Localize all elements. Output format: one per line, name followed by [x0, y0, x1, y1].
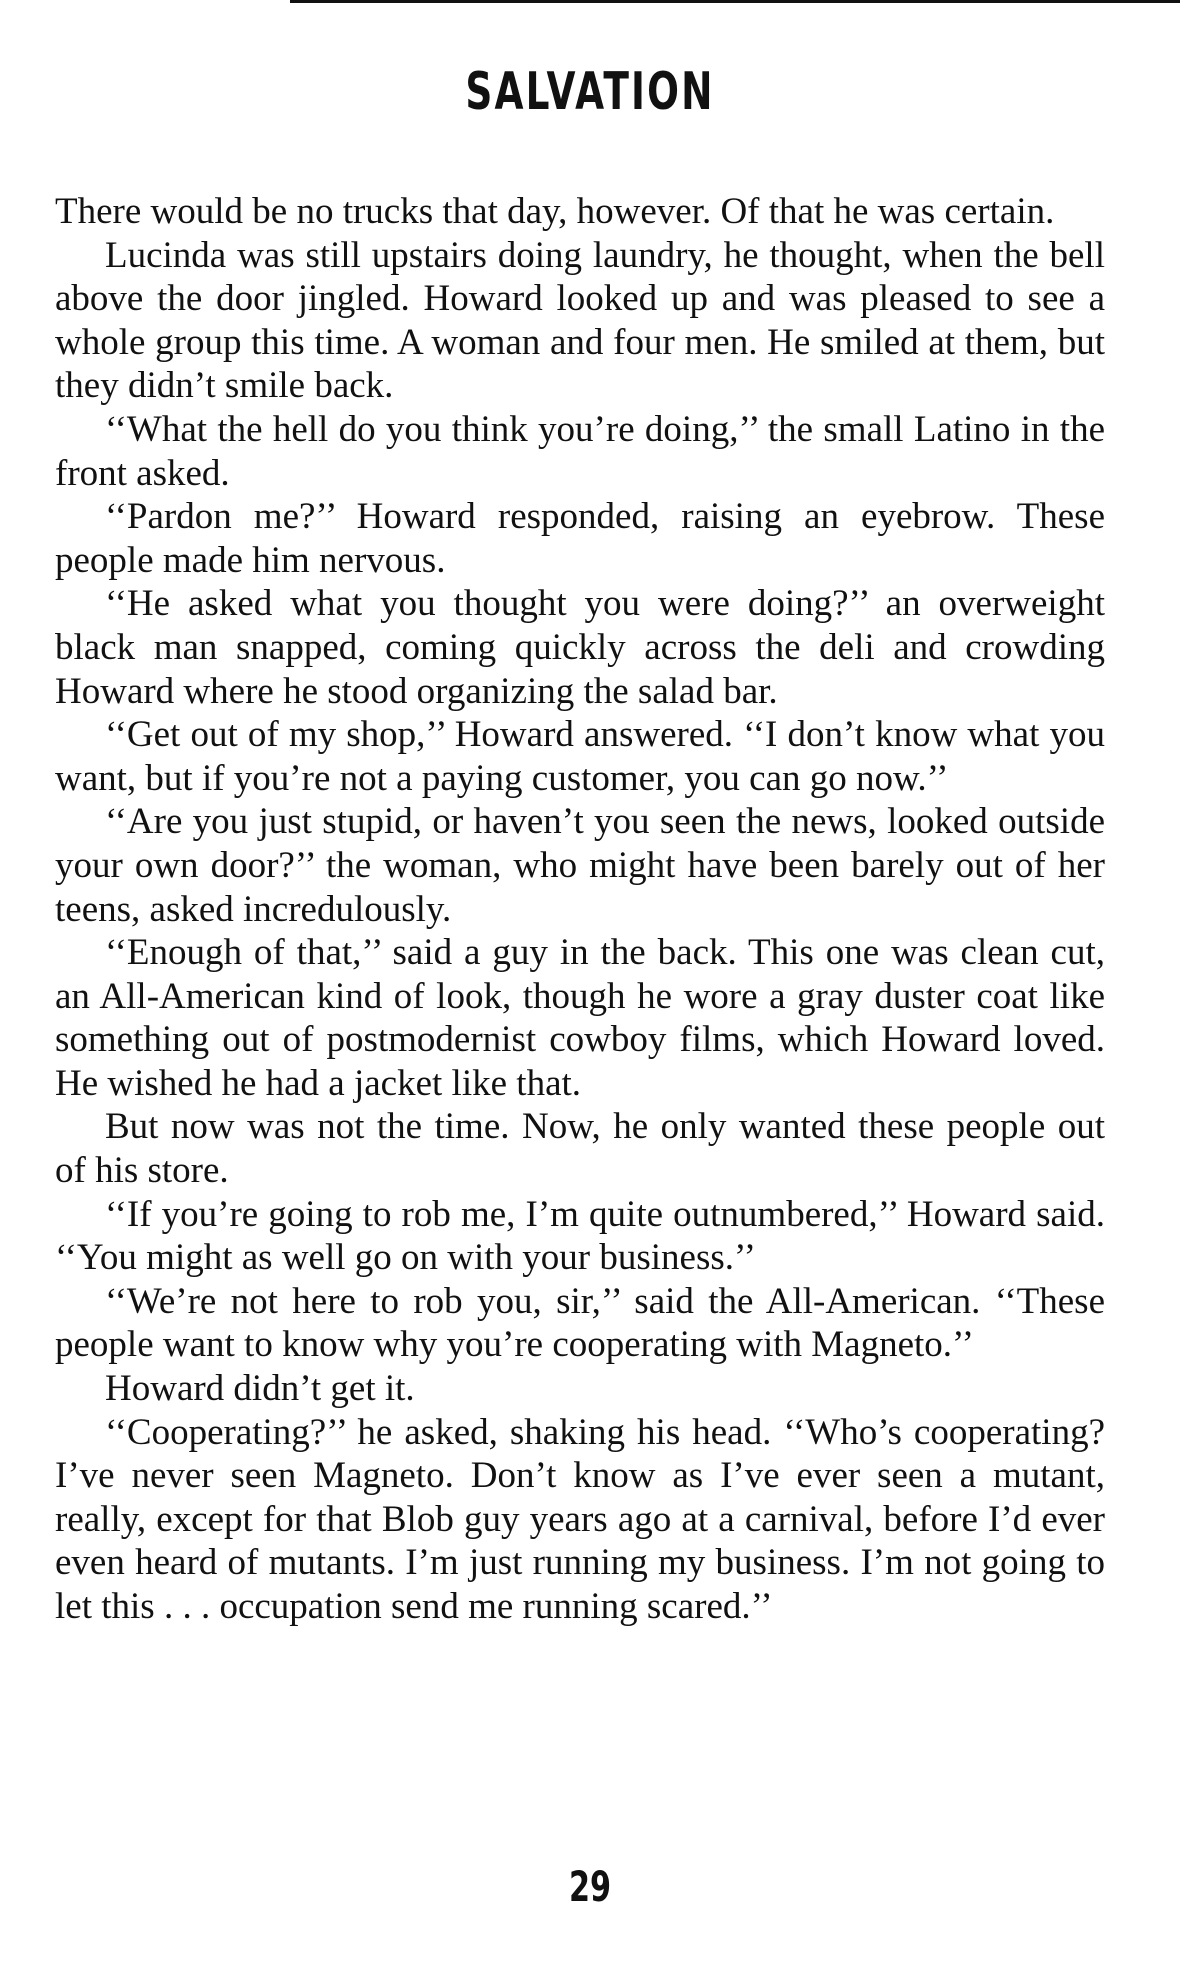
paragraph: But now was not the time. Now, he only wanted these people out of his store.	[55, 1106, 1105, 1192]
paragraph: ‘‘Pardon me?’’ Howard responded, raising an eyebrow. These people made him nervous.	[55, 496, 1105, 581]
paragraph: ‘‘Cooperating?’’ he asked, shaking his head. ‘‘Who’s cooperating? I’ve never seen Magneto. Don’t know as I’ve ever seen a mutant, really, except for that Blob guy years ago at a carnival, before I’d ever even heard of mutants. I’m just running my business. I’m not going to let this . . . occupation send me running scared.’’	[55, 1411, 1105, 1627]
running-header: SALVATION	[465, 62, 715, 122]
body-text	[55, 190, 1105, 1629]
paragraph: ‘‘Get out of my shop,’’ Howard answered. ‘‘I don’t know what you want, but if you’re not a paying customer, you can go now.’’	[55, 714, 1105, 799]
paragraph: Lucinda was still upstairs doing laundry, he thought, when the bell above the door jingled. Howard looked up and was pleased to see a whole group this time. A woman and four men. He smiled at them, but they didn’t smile back.	[55, 234, 1105, 407]
paragraph: ‘‘He asked what you thought you were doing?’’ an overweight black man snapped, coming quickly across the deli and crowding Howard where he stood organizing the salad bar.	[55, 583, 1105, 712]
paragraph: ‘‘We’re not here to rob you, sir,’’ said the All-American. ‘‘These people want to know why you’re cooperating with Magneto.’’	[55, 1280, 1105, 1366]
paragraph: Howard didn’t get it.	[105, 1368, 415, 1410]
paragraph: ‘‘Enough of that,’’ said a guy in the back. This one was clean cut, an All-American kind of look, though he wore a gray duster coat like something out of postmodernist cowboy films, which Howard loved. He wished he had a jacket like that.	[55, 932, 1105, 1104]
top-rule	[290, 0, 1180, 3]
page-number: 29	[568, 1862, 612, 1911]
paragraph: ‘‘If you’re going to rob me, I’m quite outnumbered,’’ Howard said. ‘‘You might as well go on with your business.’’	[55, 1193, 1105, 1279]
paragraph: ‘‘Are you just stupid, or haven’t you seen the news, looked outside your own door?’’ the woman, who might have been barely out of her teens, asked incredulously.	[55, 801, 1105, 930]
paragraph: There would be no trucks that day, however. Of that he was certain.	[55, 191, 1055, 232]
paragraph: ‘‘What the hell do you think you’re doing,’’ the small Latino in the front asked.	[55, 408, 1105, 494]
